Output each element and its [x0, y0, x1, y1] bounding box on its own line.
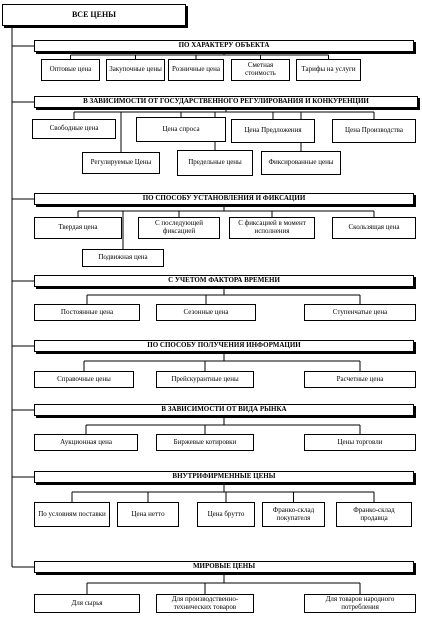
- leaf-node: Подвижная цена: [82, 249, 164, 267]
- leaf-node: Цена Производства: [332, 119, 416, 143]
- leaf-node: Регулируемые Цены: [82, 152, 160, 174]
- leaf-node: Тарифы на услуги: [296, 59, 361, 81]
- leaf-node: Для производственно-технических товаров: [156, 594, 254, 613]
- leaf-node: Постоянные цена: [34, 304, 140, 321]
- leaf-node: Предельные цены: [177, 150, 253, 176]
- leaf-node: Цена брутто: [197, 502, 255, 527]
- leaf-node: Франко-склад продавца: [336, 502, 412, 527]
- leaf-node: Справочные цены: [34, 371, 134, 388]
- leaf-node: Закупочные цены: [106, 59, 165, 81]
- leaf-node: Франко-склад покупателя: [262, 502, 325, 527]
- leaf-node: С последующей фиксацией: [138, 217, 220, 239]
- leaf-node: С фиксацией в момент исполнения: [229, 217, 315, 239]
- leaf-node: Скользящая цена: [332, 217, 416, 239]
- group-header-intrafirm: ВНУТРИФИРМЕННЫЕ ЦЕНЫ: [34, 471, 414, 483]
- root-node: ВСЕ ЦЕНЫ: [2, 4, 186, 26]
- group-header-time: С УЧЕТОМ ФАКТОРА ВРЕМЕНИ: [34, 275, 414, 287]
- leaf-node: Цена нетто: [117, 502, 179, 527]
- leaf-node: Цена Предложения: [231, 119, 315, 143]
- leaf-node: Цены торговли: [304, 434, 416, 451]
- leaf-node: Биржевые котировки: [156, 434, 254, 451]
- leaf-node: Сметная стоимость: [231, 59, 290, 81]
- leaf-node: Свободные цена: [32, 119, 116, 139]
- leaf-node: Для товаров народного потребления: [304, 594, 416, 613]
- leaf-node: Цена спроса: [136, 117, 226, 142]
- leaf-node: Расчетные цена: [304, 371, 416, 388]
- leaf-node: Фиксированные цены: [261, 151, 341, 175]
- leaf-node: Сезонные цена: [156, 304, 256, 321]
- group-header-fixation: ПО СПОСОБУ УСТАНОВЛЕНИЯ И ФИКСАЦИИ: [34, 193, 414, 205]
- leaf-node: Прейскурантные цены: [156, 371, 254, 388]
- leaf-node: По условиям поставки: [34, 502, 110, 527]
- group-header-market: В ЗАВИСИМОСТИ ОТ ВИДА РЫНКА: [34, 404, 414, 416]
- leaf-node: Твердая цена: [34, 217, 122, 239]
- group-header-information: ПО СПОСОБУ ПОЛУЧЕНИЯ ИНФОРМАЦИИ: [34, 340, 414, 352]
- leaf-node: Розничные цена: [168, 59, 224, 81]
- leaf-node: Аукционная цена: [34, 434, 138, 451]
- leaf-node: Для сырья: [34, 594, 140, 613]
- leaf-node: Оптовые цена: [41, 59, 100, 81]
- leaf-node: Ступенчатые цена: [304, 304, 416, 321]
- group-header-regulation: В ЗАВИСИМОСТИ ОТ ГОСУДАРСТВЕННОГО РЕГУЛИРОВАНИЯ И КОНКУРЕНЦИИ: [34, 96, 418, 108]
- group-header-world: МИРОВЫЕ ЦЕНЫ: [34, 561, 414, 573]
- group-header-object: ПО ХАРАКТЕРУ ОБЪЕКТА: [34, 40, 414, 52]
